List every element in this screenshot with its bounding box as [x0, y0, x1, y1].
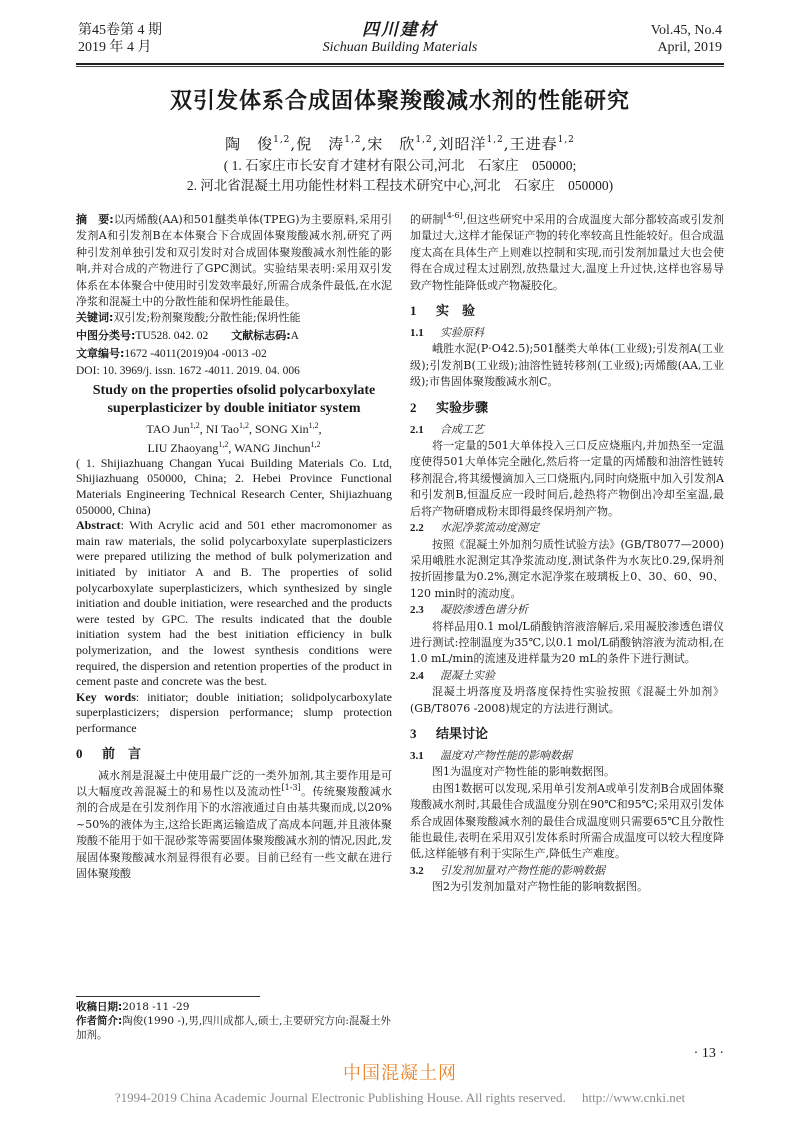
page-number: · 13 · — [693, 1046, 724, 1061]
subsection-number: 2.1 — [410, 423, 424, 436]
author-affil-sup: 1,2 — [344, 135, 362, 145]
subsection-heading-2-3 — [410, 602, 724, 618]
section-heading-1 — [410, 302, 724, 321]
author-affil-sup: 1,2 — [218, 439, 229, 449]
article-number-label: 文章编号: — [76, 346, 125, 360]
date-en: April, 2019 — [657, 40, 722, 55]
english-abstract-text: : With Acrylic acid and 501 ether macromonomer as main raw materials, the solid polycarboxylate superplasticizers were prepared utilizing the method of bulk polymerization and initiated by initiator A and B. The properties of solid polycarboxylate superplasticizers, which synthesized by single initiation and double initiation, were researched and the products were tested by GPC. The results indicated that the double initiation system had the best initiation efficiency in bulk polymerization, and the lowest synthesis conditions were required, the dispersion and retention properties of the product in cement paste and concrete was the best. — [76, 518, 392, 689]
author-affil-sup: 1,2 — [189, 420, 200, 430]
english-authors-line-2: LIU Zhaoyang$^{1,2}$, WANG Jinchun$^{1,2}$ — [147, 439, 321, 455]
author-list: 陶 俊$^{1,2}$,倪 涛$^{1,2}$,宋 欣$^{1,2}$,刘昭洋$^{1,2}$,王进春$^{1,2}$ — [225, 135, 575, 153]
section-number: 1 — [410, 303, 417, 319]
subsection-title: 温度对产物性能的影响数据 — [440, 748, 572, 762]
keywords-cn — [76, 310, 392, 326]
english-abstract — [76, 518, 392, 690]
abstract-cn — [76, 212, 392, 310]
footnote-rule — [76, 996, 260, 997]
section-heading-0 — [76, 745, 392, 764]
intro-paragraph-cont — [410, 212, 724, 294]
fluidity-paragraph: 按照《混凝土外加剂匀质性试验方法》(GB/T8077—2000)采用峨胜水泥测定其净浆流动度,测试条件为水灰比0.29,保坍剂按折固掺量为0.2%,测定水泥净浆在玻璃板上0、30、60、90、120 min时的流动度。 — [410, 537, 724, 600]
abstract-cn-text: 以丙烯酸(AA)和501醚类单体(TPEG)为主要原料,采用引发剂A和引发剂B在本体聚合下合成固体聚羧酸减水剂,研究了两种引发剂单独引发和双引发时对合成固体聚羧酸减水剂性能的影响,并对合成的产物进行了GPC测试。实验结果表明:采用双引发体系在本体聚合中使用时引发效率最好,所需合成条件最低,在水泥净浆和混凝土中的分散性能和保坍性能最佳。 — [76, 213, 392, 309]
subsection-title: 实验原料 — [440, 326, 484, 340]
english-authors-line-1: TAO Jun$^{1,2}$, NI Tao$^{1,2}$, SONG Xin$^{1,2}$, — [146, 420, 322, 436]
header-rule — [76, 63, 724, 65]
volume-cn: 第45卷第 4 期 — [78, 23, 162, 38]
section-number: 3 — [410, 725, 417, 741]
english-keywords-text: : initiator; double initiation; solidpolycarboxylate superplasticizers; dispersion performance; slump protection performance — [76, 689, 392, 735]
watermark: 中国混凝土网 — [343, 1063, 457, 1084]
subsection-title: 混凝土实验 — [440, 668, 495, 682]
section-title: 结果讨论 — [436, 726, 489, 742]
article-number-value: 1672 -4011(2019)04 -0013 -02 — [124, 347, 267, 360]
journal-issue-en — [651, 22, 722, 56]
synthesis-paragraph: 将一定量的501大单体投入三口反应烧瓶内,并加热至一定温度使得501大单体完全融化,然后将一定量的丙烯酸和油溶性链转移剂混合,将其缓慢滴加入三口烧瓶内,同时向烧瓶中加入引发剂A和引发剂B,恒温反应一段时间后,趁热将产物倒出冷却至室温,最后将产物研磨成粉末即得最终保坍剂产物。 — [410, 439, 724, 518]
paper-title: 双引发体系合成固体聚羧酸减水剂的性能研究 — [169, 89, 630, 114]
subsection-number: 2.4 — [410, 669, 424, 682]
results-paragraph: 由图1数据可以发现,采用单引发剂A或单引发剂B合成固体聚羧酸减水剂时,其最佳合成温度分别在90℃和95℃;采用双引发体系合成固体聚羧酸减水剂的最佳合成温度则只需要65℃且分散性能也最佳,表明在采用双引发体系时所需合成温度可以较大程度降低,这样能够有利于实际生产,降低生产难度。 — [410, 781, 724, 861]
author-en: WANG Jinchun — [234, 440, 311, 455]
affiliation-2: 2. 河北省混凝土用功能性材料工程技术研究中心,河北 石家庄 050000) — [186, 178, 614, 193]
doc-code-value: A — [290, 329, 299, 342]
citation: [4-6] — [443, 212, 463, 220]
subsection-title: 水泥净浆流动度测定 — [440, 521, 539, 535]
english-keywords-label: Key words — [76, 689, 136, 704]
subsection-number: 3.2 — [410, 864, 424, 877]
section-number: 2 — [410, 399, 417, 415]
subsection-heading-3-1 — [410, 748, 724, 764]
keywords-cn-text: 双引发;粉剂聚羧酸;分散性能;保坍性能 — [113, 311, 301, 325]
subsection-title: 凝胶渗透色谱分析 — [440, 603, 528, 617]
received-date — [76, 1000, 392, 1014]
author-en: TAO Jun — [146, 421, 190, 436]
intro-text: 的研制 — [410, 213, 444, 226]
journal-name-en: Sichuan Building Materials — [322, 40, 478, 55]
author: 刘昭洋 — [438, 135, 487, 153]
english-authors — [76, 418, 392, 456]
subsection-title: 引发剂加量对产物性能的影响数据 — [440, 863, 605, 877]
results-paragraph: 图2为引发剂加量对产物性能的影响数据图。 — [432, 880, 648, 894]
author-en: NI Tao — [205, 421, 239, 436]
copyright-footer: ?1994-2019 China Academic Journal Electronic Publishing House. All rights reserved. http://www.cnki.net — [114, 1090, 686, 1105]
doi-line — [76, 363, 392, 380]
clc-value: TU528. 042. 02 — [135, 329, 209, 342]
date-cn: 2019 年 4 月 — [78, 40, 152, 55]
journal-issue-cn — [78, 22, 162, 56]
author-affil-sup: 1,2 — [308, 420, 319, 430]
footnote — [76, 1000, 392, 1042]
doi-value: 10. 3969/j. issn. 1672 -4011. 2019. 04. 006 — [102, 364, 300, 377]
doi-label: DOI: — [76, 364, 100, 377]
author-bio — [76, 1014, 392, 1042]
subsection-number: 3.1 — [410, 749, 424, 762]
subsection-heading-1-1 — [410, 325, 724, 341]
section-heading-2 — [410, 399, 724, 418]
subsection-number: 1.1 — [410, 327, 424, 340]
results-paragraph: 图1为温度对产物性能的影响数据图。 — [432, 765, 615, 779]
author-affil-sup: 1,2 — [310, 439, 321, 449]
header-rule-thin — [76, 66, 724, 67]
english-title-line-2: superplasticizer by double initiator system — [107, 400, 361, 416]
section-number: 0 — [76, 745, 83, 761]
author: 倪 涛 — [296, 135, 345, 153]
author-affil-sup: 1,2 — [415, 135, 433, 145]
author: 宋 欣 — [367, 135, 416, 153]
doc-code-label: 文献标志码: — [231, 328, 291, 342]
subsection-heading-2-1 — [410, 422, 724, 438]
section-title: 实验步骤 — [436, 400, 489, 416]
affiliation-1: ( 1. 石家庄市长安育才建材有限公司,河北 石家庄 050000; — [223, 158, 577, 173]
subsection-heading-2-2 — [410, 520, 724, 536]
concrete-paragraph: 混凝土坍落度及坍落度保持性实验按照《混凝土外加剂》(GB/T8076 -2008)规定的方法进行测试。 — [410, 685, 724, 715]
subsection-heading-2-4 — [410, 668, 724, 684]
author: 王进春 — [509, 135, 558, 153]
subsection-number: 2.2 — [410, 522, 424, 535]
english-keywords — [76, 690, 392, 737]
received-value: 2018 -11 -29 — [122, 1001, 190, 1013]
bio-label: 作者简介: — [76, 1015, 123, 1027]
abstract-cn-label: 摘 要: — [76, 213, 114, 226]
section-title: 前 言 — [102, 746, 142, 762]
english-title-line-1: Study on the properties ofsolid polycarboxylate — [92, 382, 376, 398]
subsection-number: 2.3 — [410, 604, 424, 617]
english-abstract-label: Abstract — [76, 518, 121, 533]
intro-paragraph — [76, 768, 392, 883]
keywords-cn-label: 关键词: — [76, 311, 114, 325]
subsection-heading-3-2 — [410, 863, 724, 879]
section-heading-3 — [410, 725, 724, 744]
author-en: LIU Zhaoyang — [147, 440, 219, 455]
article-number-line — [76, 345, 392, 363]
materials-paragraph: 峨胜水泥(P·O42.5);501醚类大单体(工业级);引发剂A(工业级);引发剂B(工业级);油溶性链转移剂(工业级);丙烯酸(AA,工业级);市售固体聚羧酸减水剂C。 — [410, 342, 724, 389]
citation: [1-3] — [281, 782, 301, 792]
author-affil-sup: 1,2 — [486, 135, 504, 145]
author: 陶 俊 — [225, 135, 274, 153]
author-en: SONG Xin — [254, 421, 309, 436]
intro-text: 。传统聚羧酸减水剂的合成是在引发剂作用下的水溶液通过自由基共聚而成,以20% ~50%的液体为主,这给长距离运输造成了高成本问题,并且液体聚羧酸不能用于如干混砂浆等需要固体聚羧酸减水剂的情况,因此,发展固体聚羧酸减水剂显得很有必要。目前已经有一些文献在进行固体聚羧酸 — [76, 784, 392, 880]
author-affil-sup: 1,2 — [238, 420, 249, 430]
subsection-title: 合成工艺 — [440, 422, 484, 436]
gpc-paragraph: 将样品用0.1 mol/L硝酸钠溶液溶解后,采用凝胶渗透色谱仪进行测试:控制温度为35℃,以0.1 mol/L硝酸钠溶液为流动相,在1.0 mL/min的流速及进样量为20 mL的条件下进行测试。 — [410, 619, 724, 666]
journal-logo: 四川建材 — [362, 20, 438, 40]
journal-masthead — [250, 20, 550, 56]
bio-text: 陶俊(1990 -),男,四川成都人,硕士,主要研究方向:混凝土外加剂。 — [76, 1015, 391, 1041]
left-column — [76, 212, 392, 990]
author-affil-sup: 1,2 — [273, 135, 291, 145]
volume-en: Vol.45, No.4 — [650, 23, 722, 38]
clc-label: 中图分类号: — [76, 328, 136, 342]
section-title: 实 验 — [436, 304, 476, 320]
right-column — [410, 212, 724, 1042]
english-title — [76, 382, 392, 418]
received-label: 收稿日期: — [76, 1001, 123, 1013]
classification-line — [76, 327, 392, 345]
intro-text: ,但这些研究中采用的合成温度大部分都较高或引发剂加量过大,这样才能保证产物的转化率较高且性能较好。但合成温度太高在具体生产上则难以控制和实现,而引发剂加量过大也会使得在合成过程太过剧烈,放热量过大,温度上升过快,这样也容易导致产物性能降低或产物凝胶化。 — [410, 213, 724, 292]
author-affil-sup: 1,2 — [557, 135, 575, 145]
english-affiliations: ( 1. Shijiazhuang Changan Yucai Building Materials Co. Ltd, Shijiazhuang 050000, China; 2. Hebei Province Functional Materials Engineering Technical Research Center, Shijiazhuang 050000, China) — [76, 455, 392, 517]
intro-text: 减水剂是混凝土中使用最广泛的一类外加剂,其主要作用是可以大幅度改善混凝土的和易性以及流动性 — [76, 768, 392, 798]
